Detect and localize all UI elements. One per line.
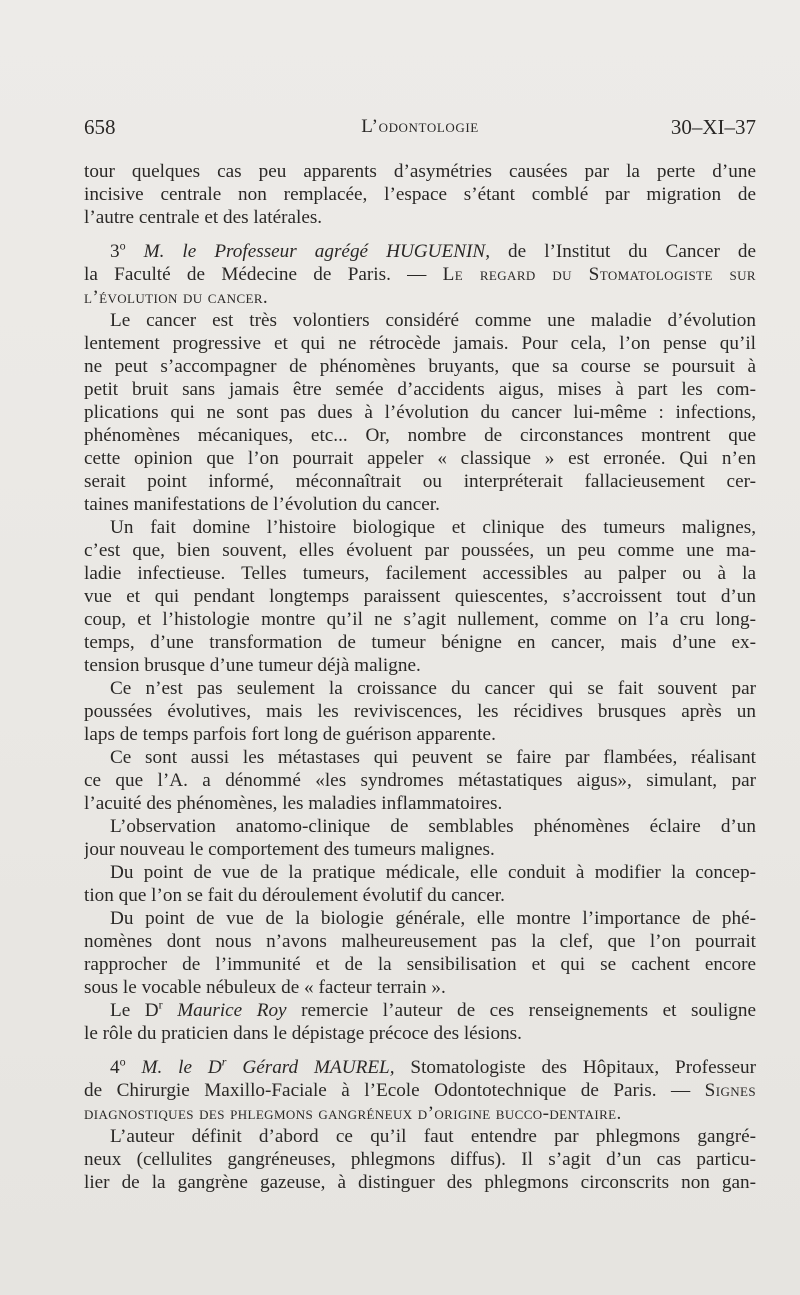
paragraph-line: Du point de vue de la pratique médicale, elle conduit à modifier la concep- xyxy=(110,862,756,883)
issue-date: 30–XI–37 xyxy=(670,115,756,139)
text-line: neux (cellulites gangréneuses, phlegmons diffus). Il s’agit d’un cas particu- xyxy=(84,1149,756,1170)
text-line: ce que l’A. a dénommé «les syndromes métastatiques aigus», simulant, par xyxy=(84,770,756,791)
running-header xyxy=(84,113,756,141)
section-4-heading-line: 4$^o$ M. le $D^r$ Gérard MAUREL, Stomatologiste des Hôpitaux, Professeur xyxy=(110,1056,756,1078)
section-3-heading-line: la Faculté de Médecine de Paris. — Le regard du Stomatologiste sur xyxy=(84,264,756,285)
paragraph-line: Ce n’est pas seulement la croissance du cancer qui se fait souvent par xyxy=(110,678,756,699)
text-line: tour quelques cas peu apparents d’asymétries causées par la perte d’une xyxy=(84,161,756,182)
degree-mark: o xyxy=(119,1056,126,1069)
text-line: l’autre centrale et des latérales. xyxy=(84,207,323,228)
text-line: coup, et l’histologie montre qu’il ne s’agit nullement, comme on l’a cru long- xyxy=(84,609,756,630)
text-line: de l’Institut du Cancer de xyxy=(508,241,756,262)
text-line: phénomènes mécaniques, etc... Or, nombre de circonstances montrent que xyxy=(84,425,756,446)
text-line: taines manifestations de l’évolution du cancer. xyxy=(84,494,440,515)
paragraph-line: L’auteur définit d’abord ce qu’il faut entendre par phlegmons gangré- xyxy=(110,1126,756,1147)
text-line: lier de la gangrène gazeuse, à distinguer des phlegmons circonscrits non gan- xyxy=(84,1172,756,1193)
section-number: 4 xyxy=(110,1057,120,1078)
text-line: rapprocher de l’immunité et de la sensibilisation et qui se cachent encore xyxy=(84,954,756,975)
paragraph-line: Ce sont aussi les métastases qui peuvent se faire par flambées, réalisant xyxy=(110,747,756,768)
degree-mark: o xyxy=(119,240,126,253)
text-line: jour nouveau le comportement des tumeurs malignes. xyxy=(84,839,495,860)
running-title: L’odontologie xyxy=(361,116,479,137)
section-4-heading-line: de Chirurgie Maxillo-Faciale à l’Ecole Odontotechnique de Paris. — Signes xyxy=(84,1080,756,1101)
paragraph-line: Un fait domine l’histoire biologique et clinique des tumeurs malignes, xyxy=(110,517,756,538)
text-line: ladie infectieuse. Telles tumeurs, facilement accessibles au palper ou à la xyxy=(84,563,756,584)
page-number: 658 xyxy=(84,115,116,139)
text-line: serait point informé, méconnaîtrait ou interpréterait fallacieusement cer- xyxy=(84,471,756,492)
text-line: tion que l’on se fait du déroulement évolutif du cancer. xyxy=(84,885,505,906)
text-line: plications qui ne sont pas dues à l’évolution du cancer lui-même : infections, xyxy=(84,402,756,423)
text-line: l’acuité des phénomènes, les maladies inflammatoires. xyxy=(84,793,503,814)
text-line: lentement progressive et qui ne rétrocède jamais. Pour cela, l’on pense qu’il xyxy=(84,333,756,354)
paragraph-line: Le $D^r$ Maurice Roy remercie l’auteur de ces renseignements et souligne xyxy=(110,999,756,1021)
paragraph-line: L’observation anatomo-clinique de semblables phénomènes éclaire d’un xyxy=(110,816,756,837)
text-line: incisive centrale non remplacée, l’espace s’étant comblé par migration de xyxy=(84,184,756,205)
text-line: poussées évolutives, mais les reviviscences, les récidives brusques après un xyxy=(84,701,756,722)
text-line: temps, d’une transformation de tumeur bénigne en cancer, mais d’une ex- xyxy=(84,632,756,653)
section-title-line: l’évolution du cancer. xyxy=(84,287,269,308)
text-line: le rôle du praticien dans le dépistage précoce des lésions. xyxy=(84,1023,522,1044)
text-line: nomènes dont nous n’avons malheureusement pas la clef, que l’on pourrait xyxy=(84,931,756,952)
text-line: tension brusque d’une tumeur déjà maligne. xyxy=(84,655,421,676)
section-3-heading-line xyxy=(84,240,756,263)
text-line: sous le vocable nébuleux de « facteur terrain ». xyxy=(84,977,446,998)
author-name: M. le $D^r$ Gérard MAUREL, xyxy=(141,1056,395,1078)
person-name: Maurice Roy xyxy=(177,1000,287,1021)
text-line: cette opinion que l’on pourrait appeler « classique » est erronée. Qui n’en xyxy=(84,448,756,469)
paragraph-line: Le cancer est très volontiers considéré comme une maladie d’évolution xyxy=(110,310,756,331)
text-line: laps de temps parfois fort long de guérison apparente. xyxy=(84,724,496,745)
section-title-line: diagnostiques des phlegmons gangréneux d’origine bucco-dentaire. xyxy=(84,1103,622,1124)
section-number: 3 xyxy=(110,241,120,262)
paragraph-line: Du point de vue de la biologie générale, elle montre l’importance de phé- xyxy=(110,908,756,929)
section-title: Le regard du Stomatologiste sur xyxy=(442,264,756,285)
text-line: vue et qui pendant longtemps paraissent quiescentes, s’accroissent tout d’un xyxy=(84,586,756,607)
text-line: ne peut s’accompagner de phénomènes bruyants, que sa course se poursuit à xyxy=(84,356,756,377)
text-line: c’est que, bien souvent, elles évoluent par poussées, un peu comme une ma- xyxy=(84,540,756,561)
section-title: Signes xyxy=(704,1080,756,1101)
text-line: petit bruit sans jamais être semée d’accidents aigus, mises à part les com- xyxy=(84,379,756,400)
author-name: M. le Professeur agrégé HUGUENIN, xyxy=(143,241,491,262)
article-body xyxy=(84,160,756,1194)
